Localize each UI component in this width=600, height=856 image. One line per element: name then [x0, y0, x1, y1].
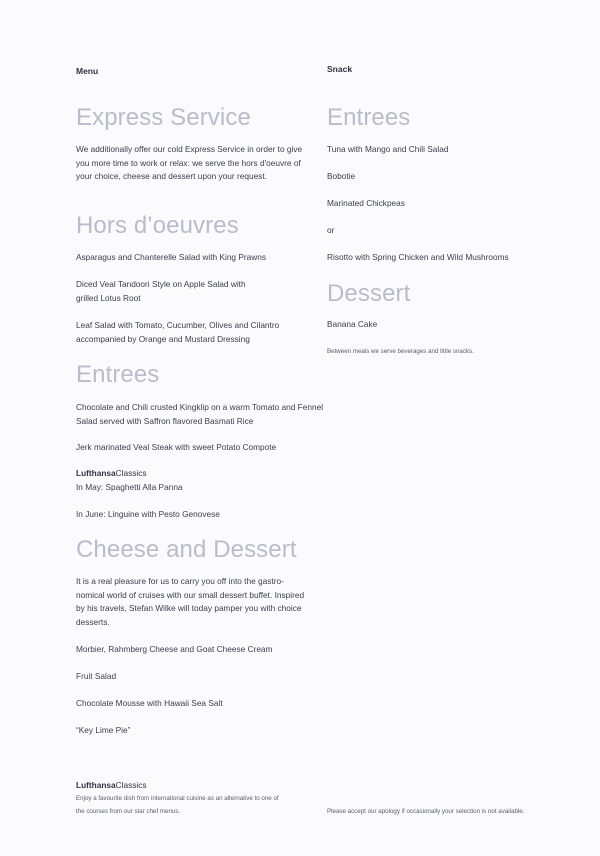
snack-entree-item: Risotto with Spring Chicken and Wild Mushrooms	[327, 252, 509, 262]
hors-item: Asparagus and Chanterelle Salad with King Prawns	[76, 252, 267, 262]
classics-may: In May: Spaghetti Alla Panna	[76, 482, 183, 492]
classics-june: In June: Linguine with Pesto Genovese	[76, 509, 220, 519]
snack-entree-item: Marinated Chickpeas	[327, 198, 405, 208]
snack-entree-or: or	[327, 225, 335, 235]
snack-entree-item: Tuna with Mango and Chili Salad	[327, 144, 449, 154]
snack-note: Between meals we serve beverages and little snacks.	[327, 348, 474, 355]
hors-item: Leaf Salad with Tomato, Cucumber, Olives and Cilantro accompanied by Orange and Mustard Dressing	[76, 320, 280, 344]
footer-classics-text: Enjoy a favourite dish from international cuisine as an alternative to one of the courses from our star chef menus.	[76, 795, 279, 815]
lufthansa-classics-label: LufthansaClassics	[76, 468, 147, 478]
footer-classics-label: LufthansaClassics	[76, 780, 147, 790]
snack-dessert-title: Dessert	[327, 280, 411, 307]
express-service-text: We additionally offer our cold Express Service in order to give you more time to work or relax: we serve the hors d'oeuvre of your choice, cheese and dessert upon your request.	[76, 144, 303, 181]
snack-entree-item: Bobotie	[327, 171, 356, 181]
snack-dessert-item: Banana Cake	[327, 319, 378, 329]
menu-header: Menu	[76, 66, 99, 76]
express-service-title: Express Service	[76, 104, 251, 131]
apology-note: Please accept our apology if occasionally your selection is not available.	[327, 808, 525, 815]
dessert-item: “Key Lime Pie”	[76, 725, 131, 735]
snack-entrees-title: Entrees	[327, 104, 411, 131]
hors-doeuvres-title: Hors d’oeuvres	[76, 212, 239, 239]
cheese-dessert-text: It is a real pleasure for us to carry you off into the gastro-nomical world of cruises with our small dessert buffet. Inspired by his travels, Stefan Wilke will today pamper you with choice desserts.	[76, 576, 305, 627]
dessert-item: Fruit Salad	[76, 671, 117, 681]
dessert-item: Morbier, Rahmberg Cheese and Goat Cheese Cream	[76, 644, 273, 654]
hors-item: Diced Veal Tandoori Style on Apple Salad with grilled Lotus Root	[76, 279, 246, 303]
entree-item: Jerk marinated Veal Steak with sweet Potato Compote	[76, 442, 277, 452]
snack-header: Snack	[327, 64, 353, 74]
entrees-title: Entrees	[76, 361, 160, 388]
cheese-dessert-title: Cheese and Dessert	[76, 536, 297, 563]
entree-item: Chocolate and Chili crusted Kingklip on a warm Tomato and Fennel Salad served with Saffron flavored Basmati Rice	[76, 402, 324, 426]
dessert-item: Chocolate Mousse with Hawaii Sea Salt	[76, 698, 223, 708]
